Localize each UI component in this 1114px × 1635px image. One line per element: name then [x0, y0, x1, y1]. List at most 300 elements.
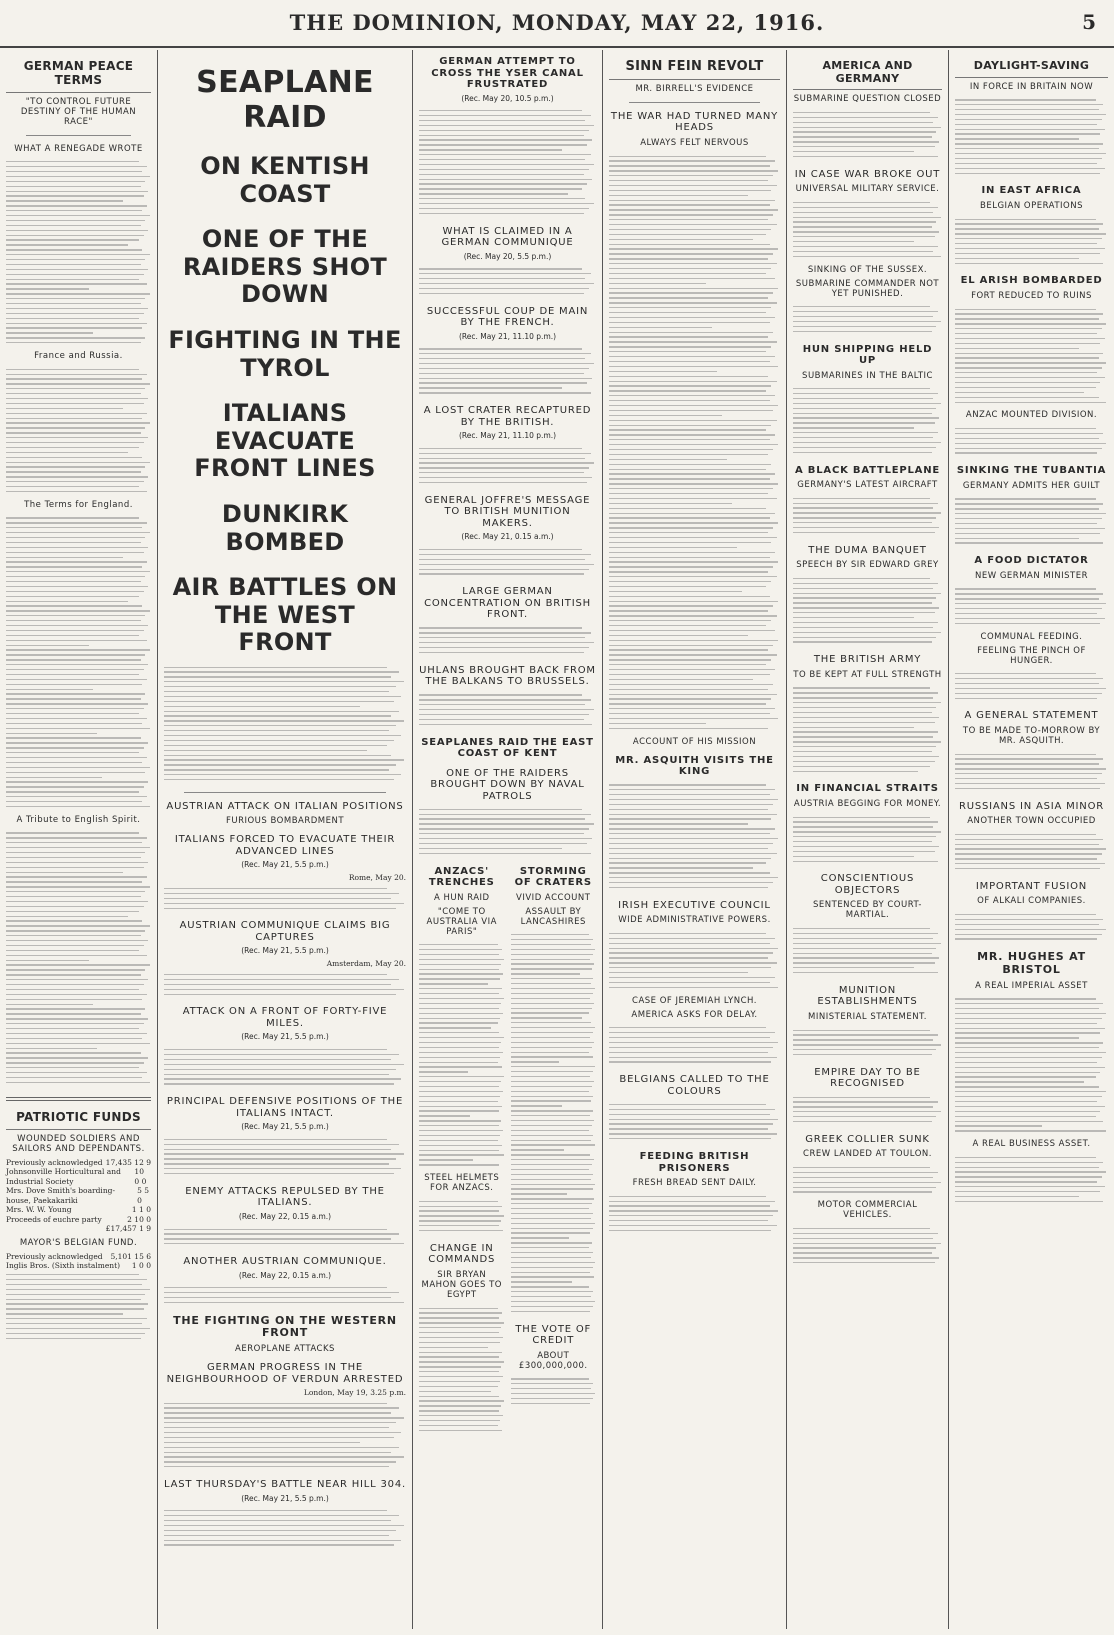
text-line — [419, 149, 562, 150]
subheadline: FURIOUS BOMBARDMENT — [225, 816, 345, 827]
text-line — [955, 253, 1100, 254]
text-line — [419, 993, 499, 994]
text-line — [793, 388, 930, 389]
text-line — [793, 856, 914, 857]
text-line — [6, 713, 139, 714]
text-line — [955, 1157, 1096, 1158]
text-line — [419, 387, 562, 388]
text-line — [793, 408, 936, 409]
text-line — [955, 929, 1106, 930]
text-line — [511, 1208, 590, 1209]
text-line — [955, 1196, 1079, 1197]
subheadline: IMPORTANT FUSION — [975, 880, 1088, 892]
subcolumn-right — [511, 858, 597, 1435]
text-line — [511, 1115, 591, 1116]
text-line — [164, 1403, 387, 1404]
text-line — [6, 427, 145, 428]
text-line — [419, 1003, 501, 1004]
text-line — [793, 861, 938, 862]
text-line — [164, 764, 396, 765]
text-line — [164, 903, 404, 904]
subheadline: SIR BRYAN MAHON GOES TO EGYPT — [421, 1269, 502, 1300]
text-line — [6, 847, 150, 848]
text-line — [164, 1525, 404, 1526]
subheadline: SEAPLANES RAID THE EAST COAST OF KENT — [421, 736, 594, 760]
text-line — [511, 1052, 590, 1053]
text-line — [6, 989, 139, 990]
text-line — [793, 736, 933, 737]
text-line — [793, 403, 941, 404]
text-line — [164, 994, 396, 995]
text-line — [955, 693, 1102, 694]
text-line — [164, 745, 387, 746]
text-line — [419, 164, 594, 165]
text-line — [419, 1154, 504, 1155]
text-line — [511, 1100, 591, 1101]
article-body — [609, 929, 780, 991]
text-line — [609, 185, 777, 186]
text-line — [955, 392, 1084, 393]
page-number: 5 — [1082, 10, 1096, 34]
text-line — [6, 491, 147, 492]
place-line: Amsterdam, May 20. — [326, 959, 406, 969]
text-line — [6, 571, 150, 572]
text-line — [419, 378, 592, 379]
text-line — [609, 1220, 768, 1221]
text-line — [164, 1287, 387, 1288]
text-line — [609, 684, 773, 685]
text-line — [419, 998, 504, 999]
text-line — [6, 920, 142, 921]
text-line — [164, 1292, 399, 1293]
text-line — [6, 786, 144, 787]
text-line — [955, 1081, 1084, 1082]
text-line — [609, 566, 773, 567]
text-line — [955, 243, 1097, 244]
divider — [629, 102, 760, 103]
text-line — [6, 298, 145, 299]
text-line — [793, 727, 914, 728]
text-line — [511, 959, 591, 960]
text-line — [6, 532, 150, 533]
text-line — [609, 449, 773, 450]
text-line — [6, 630, 144, 631]
text-line — [6, 635, 139, 636]
text-line — [164, 888, 387, 889]
text-line — [511, 1247, 590, 1248]
text-line — [6, 1062, 144, 1063]
text-line — [419, 554, 591, 555]
text-line — [609, 1225, 777, 1226]
text-line — [6, 249, 142, 250]
subheadline: THE VOTE OF CREDIT — [515, 1323, 592, 1347]
text-line — [609, 258, 768, 259]
text-line — [793, 427, 914, 428]
text-line — [793, 306, 930, 307]
text-line — [793, 217, 941, 218]
text-line — [419, 959, 504, 960]
place-line: London, May 19, 3.25 p.m. — [303, 1388, 406, 1397]
text-line — [955, 1018, 1102, 1019]
text-line — [164, 1456, 404, 1457]
text-line — [164, 1540, 401, 1541]
text-line — [609, 601, 778, 602]
text-line — [511, 939, 594, 940]
fund-label: Johnsonville Horticultural and Industrial Society — [6, 1167, 121, 1186]
text-line — [609, 253, 773, 254]
text-line — [164, 725, 396, 726]
text-line — [419, 358, 585, 359]
text-line — [793, 117, 938, 118]
article-body — [955, 750, 1108, 793]
text-line — [609, 877, 778, 878]
text-line — [164, 1422, 396, 1423]
text-line — [6, 886, 150, 887]
text-line — [511, 1144, 596, 1145]
text-line — [6, 166, 147, 167]
text-line — [609, 283, 706, 284]
subheadline: SUBMARINE QUESTION CLOSED — [793, 94, 942, 105]
text-line — [511, 1056, 594, 1057]
text-line — [6, 471, 141, 472]
text-line — [6, 698, 141, 699]
text-line — [6, 186, 141, 187]
text-line — [419, 709, 594, 710]
text-line — [793, 756, 939, 757]
text-line — [955, 1052, 1106, 1053]
text-line — [419, 193, 568, 194]
text-line — [793, 717, 939, 718]
text-line — [609, 341, 777, 342]
article-body — [419, 1304, 505, 1435]
text-line — [609, 532, 768, 533]
text-line — [6, 547, 148, 548]
text-line — [793, 321, 941, 322]
text-line — [609, 200, 775, 201]
text-line — [511, 1008, 592, 1009]
article-body — [164, 970, 406, 998]
text-line — [609, 561, 778, 562]
section-label: The Terms for England. — [24, 499, 133, 510]
text-line — [955, 938, 1097, 939]
text-line — [609, 943, 770, 944]
text-line — [955, 1023, 1097, 1024]
text-line — [955, 452, 1097, 453]
text-line — [609, 297, 768, 298]
text-line — [6, 601, 128, 602]
text-line — [419, 1371, 499, 1372]
text-line — [609, 239, 753, 240]
text-line — [609, 317, 775, 318]
text-line — [419, 983, 488, 984]
text-line — [164, 711, 399, 712]
text-line — [6, 935, 141, 936]
text-line — [511, 988, 596, 989]
text-line — [419, 1115, 470, 1116]
text-line — [955, 768, 1106, 769]
text-line — [955, 109, 1099, 110]
text-line — [6, 586, 148, 587]
text-line — [511, 1203, 592, 1204]
text-line — [793, 1121, 932, 1122]
text-line — [419, 1312, 502, 1313]
text-line — [419, 1145, 502, 1146]
text-line — [164, 1412, 391, 1413]
text-line — [609, 853, 777, 854]
text-line — [793, 1116, 936, 1117]
text-line — [6, 308, 148, 309]
text-line — [511, 1061, 560, 1062]
text-line — [419, 1101, 498, 1102]
fund-value: 5,101 15 6 — [110, 1251, 151, 1261]
text-line — [6, 881, 142, 882]
article-body — [6, 514, 151, 811]
article-body — [419, 545, 596, 578]
text-line — [419, 448, 582, 449]
text-line — [793, 331, 932, 332]
dateline: (Rec. May 20, 10.5 p.m.) — [461, 93, 554, 103]
text-line — [6, 757, 147, 758]
subheadline: GENERAL JOFFRE'S MESSAGE TO BRITISH MUNITION MAKERS. — [424, 494, 591, 529]
text-line — [955, 433, 1103, 434]
article-body — [609, 1100, 780, 1143]
text-line — [419, 978, 500, 979]
subheadline: OF ALKALI COMPANIES. — [977, 896, 1086, 907]
text-line — [609, 469, 766, 470]
text-line — [955, 924, 1099, 925]
subheadline: FORT REDUCED TO RUINS — [971, 290, 1092, 301]
text-line — [955, 443, 1106, 444]
text-line — [609, 195, 748, 196]
dateline: (Rec. May 21, 0.15 a.m.) — [461, 532, 554, 542]
text-line — [793, 1097, 930, 1098]
text-line — [6, 200, 123, 201]
article-body — [419, 444, 596, 487]
text-line — [955, 542, 1103, 543]
text-line — [955, 353, 1103, 354]
subheadline: IN FORCE IN BRITAIN NOW — [969, 81, 1094, 92]
text-line — [511, 1154, 591, 1155]
text-line — [609, 1128, 768, 1129]
text-line — [419, 392, 591, 393]
text-line — [793, 316, 933, 317]
text-line — [609, 1215, 773, 1216]
text-line — [609, 615, 777, 616]
text-line — [419, 188, 582, 189]
column-2 — [158, 50, 412, 1629]
subheadline: MUNITION ESTABLISHMENTS — [817, 984, 918, 1008]
text-line — [793, 1191, 932, 1192]
text-line — [419, 1220, 501, 1221]
text-line — [6, 403, 144, 404]
text-line — [955, 518, 1102, 519]
text-line — [609, 862, 766, 863]
column-5 — [787, 50, 948, 1629]
text-line — [609, 591, 742, 592]
text-line — [793, 122, 933, 123]
funds-list — [6, 1158, 151, 1225]
text-line — [793, 417, 939, 418]
text-line — [6, 842, 142, 843]
text-line — [511, 1076, 591, 1077]
subheadline: GERMAN PROGRESS IN THE NEIGHBOURHOOD OF VERDUN ARRESTED — [166, 1362, 404, 1385]
subheadline: SINKING THE TUBANTIA — [956, 465, 1107, 477]
text-line — [609, 799, 778, 800]
text-line — [609, 1109, 775, 1110]
subheadline: SUCCESSFUL COUP DE MAIN BY THE FRENCH. — [426, 305, 589, 329]
text-line — [6, 1274, 139, 1275]
text-line — [955, 1186, 1105, 1187]
text-line — [6, 852, 145, 853]
subheadline: PRINCIPAL DEFENSIVE POSITIONS OF THE ITALIANS INTACT. — [166, 1096, 404, 1119]
fund-row — [6, 1252, 151, 1262]
text-line — [511, 1184, 596, 1185]
text-line — [6, 684, 142, 685]
text-line — [6, 318, 139, 319]
text-line — [609, 713, 770, 714]
text-line — [419, 462, 594, 463]
text-line — [511, 1267, 593, 1268]
text-line — [6, 437, 148, 438]
text-line — [6, 1052, 141, 1053]
text-line — [609, 464, 771, 465]
text-line — [419, 144, 587, 145]
text-line — [419, 1086, 499, 1087]
text-line — [955, 372, 1097, 373]
column-3 — [413, 50, 602, 1629]
article-body — [164, 663, 406, 784]
text-line — [609, 1119, 778, 1120]
text-line — [609, 268, 771, 269]
text-line — [511, 949, 596, 950]
text-line — [511, 1398, 593, 1399]
text-line — [955, 143, 1103, 144]
text-line — [164, 979, 399, 980]
place-line: Rome, May 20. — [348, 873, 406, 883]
article-body — [793, 303, 942, 336]
text-line — [164, 1238, 391, 1239]
text-line — [609, 605, 773, 606]
text-line — [609, 420, 777, 421]
article-body — [955, 910, 1108, 943]
text-line — [419, 818, 585, 819]
subheadline: SPEECH BY SIR EDWARD GREY — [796, 560, 939, 571]
text-line — [419, 1396, 499, 1397]
text-line — [609, 214, 773, 215]
text-line — [419, 1215, 504, 1216]
text-line — [955, 608, 1102, 609]
text-line — [793, 632, 941, 633]
fund-row — [6, 1158, 151, 1168]
text-line — [419, 1013, 503, 1014]
text-line — [6, 1299, 141, 1300]
text-line — [609, 938, 775, 939]
text-line — [511, 1388, 591, 1389]
text-line — [6, 205, 147, 206]
text-line — [955, 1057, 1102, 1058]
text-line — [6, 620, 141, 621]
text-line — [793, 447, 936, 448]
article-body — [164, 1399, 406, 1471]
fund-label: Mrs. Dove Smith's boarding-house, Paekakariki — [6, 1186, 115, 1205]
text-line — [6, 476, 148, 477]
text-line — [955, 834, 1096, 835]
text-line — [6, 801, 142, 802]
text-line — [6, 703, 148, 704]
text-line — [793, 1243, 941, 1244]
headline: GERMAN PEACE TERMS — [6, 60, 151, 93]
headline: ON KENTISH COAST — [200, 152, 370, 208]
text-line — [511, 1110, 593, 1111]
text-line — [609, 552, 775, 553]
article-body — [6, 158, 151, 347]
text-line — [6, 610, 150, 611]
text-line — [511, 1311, 591, 1312]
text-line — [164, 1544, 394, 1545]
text-line — [164, 1229, 387, 1230]
text-line — [419, 1415, 503, 1416]
text-line — [6, 1067, 139, 1068]
text-line — [164, 1173, 394, 1174]
text-line — [609, 288, 778, 289]
text-line — [955, 448, 1102, 449]
text-line — [419, 1110, 499, 1111]
text-line — [609, 527, 773, 528]
text-line — [955, 1037, 1079, 1038]
text-line — [955, 1008, 1099, 1009]
text-line — [6, 1077, 142, 1078]
text-line — [6, 969, 145, 970]
text-line — [955, 934, 1102, 935]
text-line — [793, 1238, 933, 1239]
text-line — [419, 348, 582, 349]
text-line — [419, 110, 582, 111]
text-line — [609, 180, 768, 181]
text-line — [609, 415, 722, 416]
text-line — [419, 1376, 503, 1377]
article-body — [955, 495, 1108, 548]
text-line — [419, 637, 585, 638]
text-line — [419, 699, 591, 700]
text-line — [419, 1337, 503, 1338]
article-body — [955, 305, 1108, 406]
subheadline: SENTENCED BY COURT-MARTIAL. — [813, 900, 922, 921]
text-line — [6, 796, 147, 797]
text-line — [793, 1034, 938, 1035]
text-line — [793, 393, 938, 394]
text-line — [793, 442, 941, 443]
text-line — [511, 1130, 590, 1131]
subcolumn-left — [419, 858, 505, 1435]
subheadline: A LOST CRATER RECAPTURED BY THE BRITISH. — [423, 405, 592, 428]
text-line — [609, 156, 766, 157]
text-line — [6, 591, 144, 592]
text-line — [793, 1044, 941, 1045]
text-line — [419, 1071, 468, 1072]
subheadline: SUBMARINES IN THE BALTIC — [802, 370, 933, 381]
text-line — [609, 967, 771, 968]
text-line — [511, 1017, 583, 1018]
text-line — [6, 737, 141, 738]
text-line — [609, 204, 770, 205]
text-line — [609, 882, 773, 883]
text-line — [164, 1153, 404, 1154]
text-line — [6, 1338, 141, 1339]
text-line — [6, 625, 148, 626]
text-line — [6, 940, 148, 941]
text-line — [609, 229, 771, 230]
text-line — [164, 1168, 401, 1169]
